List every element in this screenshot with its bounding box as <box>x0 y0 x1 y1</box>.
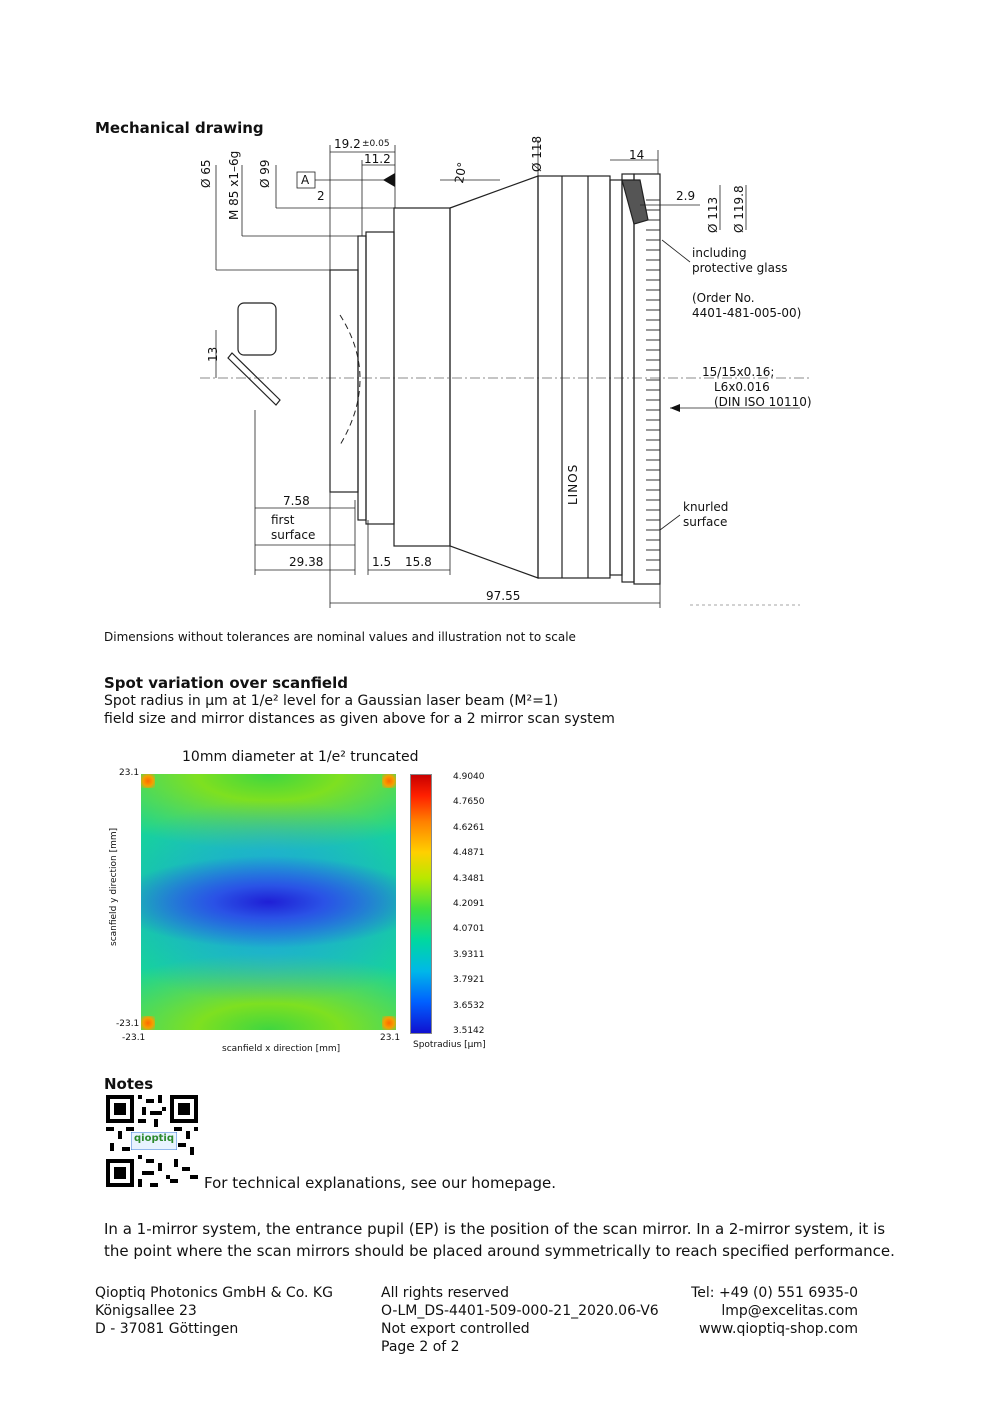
dim-15-8: 15.8 <box>405 555 432 569</box>
colorbar-tick-label: 4.3481 <box>453 873 485 884</box>
footer-website-link[interactable]: www.qioptiq-shop.com <box>698 1321 858 1337</box>
dim-d118: Ø 118 <box>530 135 544 172</box>
y-axis-label: scanfield y direction [mm] <box>109 827 119 946</box>
colorbar-label: Spotradius [µm] <box>413 1040 486 1050</box>
heatmap-corner-tr <box>382 774 396 788</box>
footer-middle: All rights reserved O-LM_DS-4401-509-000-21_2020.06-V6 Not export controlled Page 2 of 2 <box>381 1285 659 1355</box>
dim-29-38: 29.38 <box>289 555 324 569</box>
dim-2-9: 2.9 <box>676 189 696 203</box>
dim-13: 13 <box>206 346 220 362</box>
colorbar-tick-label: 4.0701 <box>453 924 485 935</box>
spot-line-2: field size and mirror distances as given above for a 2 mirror scan system <box>104 711 615 727</box>
spot-heading: Spot variation over scanfield <box>104 674 348 692</box>
footer-contact <box>680 1284 858 1338</box>
dim-7-58: 7.58 <box>283 494 310 508</box>
dim-2: 2 <box>317 189 325 203</box>
dim-19-2: 19.2 <box>334 137 361 151</box>
dim-angle: 20° <box>452 161 470 185</box>
colorbar-tick-label: 4.4871 <box>453 848 485 859</box>
dim-d113: Ø 113 <box>706 196 720 233</box>
footer-company: Qioptiq Photonics GmbH & Co. KG Königsallee 23 D - 37081 Göttingen <box>95 1285 333 1337</box>
footer-phone: Tel: +49 (0) 551 6935-0 <box>691 1285 858 1301</box>
notes-paragraph-1: In a 1-mirror system, the entrance pupil (EP) is the position of the scan mirror. In a 2-mirror system, it is <box>104 1220 886 1238</box>
colorbar <box>410 774 432 1034</box>
chart-title: 10mm diameter at 1/e² truncated <box>182 749 419 765</box>
dim-d99: Ø 99 <box>258 159 272 188</box>
dim-d119-8: Ø 119.8 <box>732 185 746 233</box>
colorbar-tick-label: 3.5142 <box>453 1026 485 1036</box>
colorbar-tick-label: 4.7650 <box>453 797 485 808</box>
notes-heading: Notes <box>104 1075 154 1093</box>
colorbar-tick-label: 3.9311 <box>453 949 485 960</box>
dim-11-2: 11.2 <box>364 152 391 166</box>
protective-glass-note: including protective glass <box>692 246 788 275</box>
knurled-surface-note: knurled surface <box>683 500 729 529</box>
mechanical-heading: Mechanical drawing <box>95 119 264 137</box>
colorbar-tick-label: 4.9040 <box>453 772 485 782</box>
dim-1-5: 1.5 <box>372 555 392 569</box>
notes-paragraph-2: the point where the scan mirrors should be placed around symmetrically to reach specified performance. <box>104 1242 895 1260</box>
dim-m85: M 85 x1–6g <box>227 150 241 220</box>
colorbar-tick-label: 3.7921 <box>453 975 485 986</box>
knurl-spec-note: 15/15x0.16; L6x0.016 (DIN ISO 10110) <box>702 365 812 409</box>
x-tick-right: 23.1 <box>380 1033 401 1043</box>
heatmap-corner-tl <box>141 774 155 788</box>
first-surface-note: first surface <box>271 513 316 542</box>
order-number-note: (Order No. 4401-481-005-00) <box>692 291 802 320</box>
y-tick-top: 23.1 <box>119 768 140 778</box>
qr-code-icon[interactable] <box>106 1095 198 1187</box>
dim-tolerance: ±0.05 <box>362 139 390 149</box>
y-tick-bottom: -23.1 <box>116 1019 140 1029</box>
spot-line-1: Spot radius in µm at 1/e² level for a Gaussian laser beam (M²=1) <box>104 693 559 709</box>
x-tick-left: -23.1 <box>122 1033 146 1043</box>
dim-14: 14 <box>629 148 645 162</box>
heatmap-corner-bl <box>141 1016 155 1030</box>
colorbar-tick-label: 4.2091 <box>453 899 485 909</box>
tolerance-note: Dimensions without tolerances are nominal values and illustration not to scale <box>104 630 576 644</box>
dim-97-55: 97.55 <box>486 589 521 603</box>
brand-engraving: LINOS <box>566 463 580 505</box>
x-axis-label: scanfield x direction [mm] <box>222 1044 341 1054</box>
colorbar-tick-label: 3.6532 <box>453 1000 485 1011</box>
heatmap-corner-br <box>382 1016 396 1030</box>
qr-caption: For technical explanations, see our homepage. <box>204 1174 557 1192</box>
footer-email-link[interactable]: lmp@excelitas.com <box>721 1303 858 1319</box>
qr-logo: qioptiq <box>134 1133 174 1144</box>
mechanical-drawing <box>0 130 1000 620</box>
heatmap-plot <box>141 774 396 1030</box>
dim-d65: Ø 65 <box>199 159 213 188</box>
datum-a: A <box>301 173 310 187</box>
colorbar-tick-label: 4.6261 <box>453 822 485 833</box>
